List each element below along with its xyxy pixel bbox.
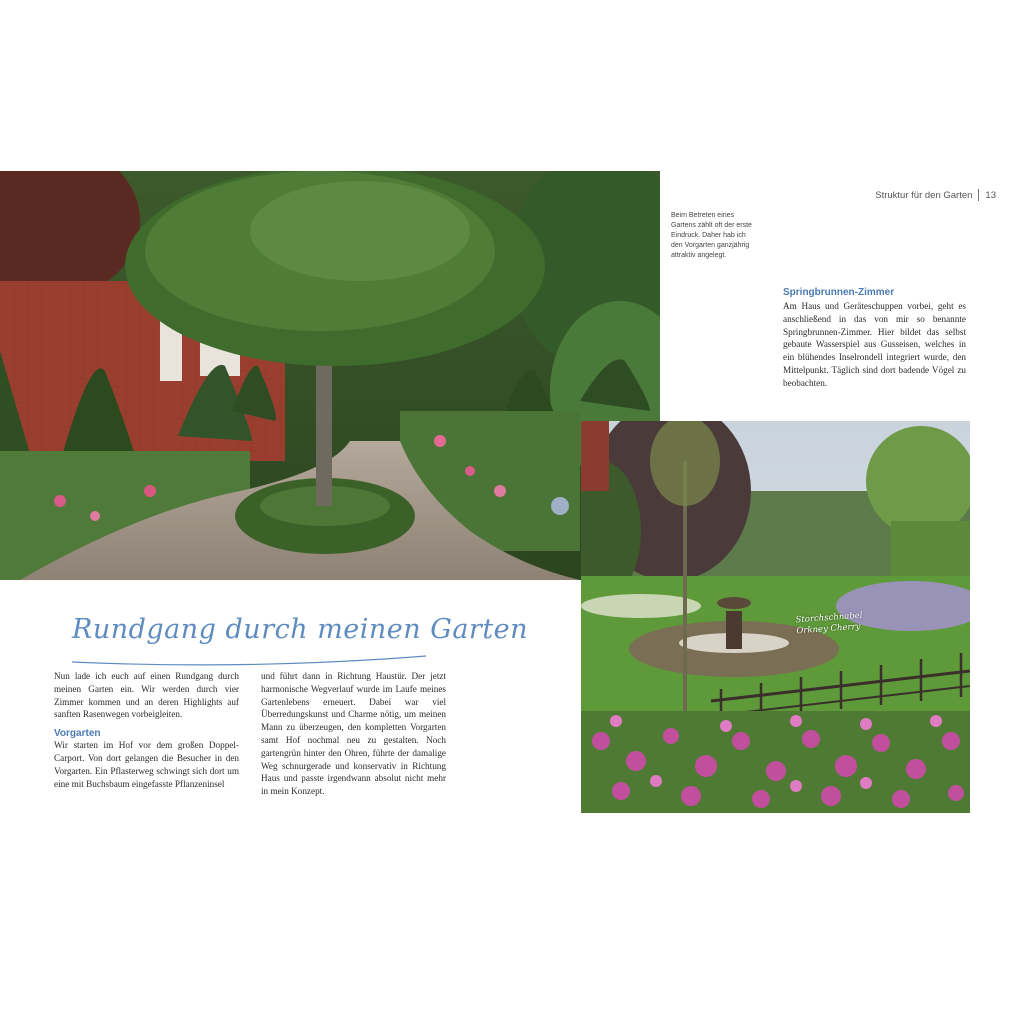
springbrunnen-section [783, 287, 966, 390]
front-garden-photo [0, 171, 660, 580]
fountain-garden-photo [581, 421, 970, 813]
vorgarten-text-right: und führt dann in Richtung Haustür. Der jetzt harmonische Wegverlauf wurde im Laufe meines Gartenlebens erneuert. Dabei war viel Überredungskunst und Charme nötig, um meinen Mann zu überzeugen, den kompletten Vorgarten samt Hof nochmal neu zu gestalten. Noch gartengrün hinter den Ohren, führte der damalige Weg schnurgerade und konservativ in Richtung Haus und passte irgendwann absolut nicht mehr in mein Konzept. [261, 671, 446, 797]
plant-label-line1: Storchschnabel [795, 610, 863, 626]
page-title: Rundgang durch meinen Garten [72, 614, 529, 645]
intro-text: Nun lade ich euch auf einen Rundgang durch meinen Garten ein. Wir werden durch vier Zimmer kommen und an deren Highlights auf sanften Rasenwegen vorbeigleiten. [54, 671, 239, 720]
plant-label-line2: Orkney Cherry [796, 621, 861, 637]
vorgarten-text-left: Wir starten im Hof vor dem großen Doppel-Carport. Von dort gelangen die Besucher in den Vorgarten. Ein Pflasterweg schwingt sich dort um eine mit Buchsbaum eingefasste Pflanzeninsel [54, 740, 239, 789]
plant-label [795, 611, 863, 638]
springbrunnen-heading: Springbrunnen-Zimmer [783, 287, 895, 298]
page-number: 13 [985, 189, 996, 201]
springbrunnen-text: Am Haus und Geräteschuppen vorbei, geht es anschließend in das von mir so benannte Springbrunnen-Zimmer. Hier bildet das selbst gebaute Wasserspiel aus Gusseisen, welches in ein blühendes Inselrondell integriert wurde, den Mittelpunkt. Täglich sind dort badende Vögel zu beobachten. [783, 301, 966, 388]
photo-caption: Beim Betreten eines Gartens zählt oft der erste Eindruck. Daher hab ich den Vorgarten ganzjährig attraktiv angelegt. [671, 212, 752, 259]
running-head-separator [978, 189, 979, 201]
text-column-left [54, 670, 239, 790]
vorgarten-heading: Vorgarten [54, 728, 101, 740]
title-swash [70, 652, 430, 670]
text-column-right [261, 670, 446, 798]
running-head [875, 189, 996, 201]
running-head-section: Struktur für den Garten [875, 189, 973, 201]
